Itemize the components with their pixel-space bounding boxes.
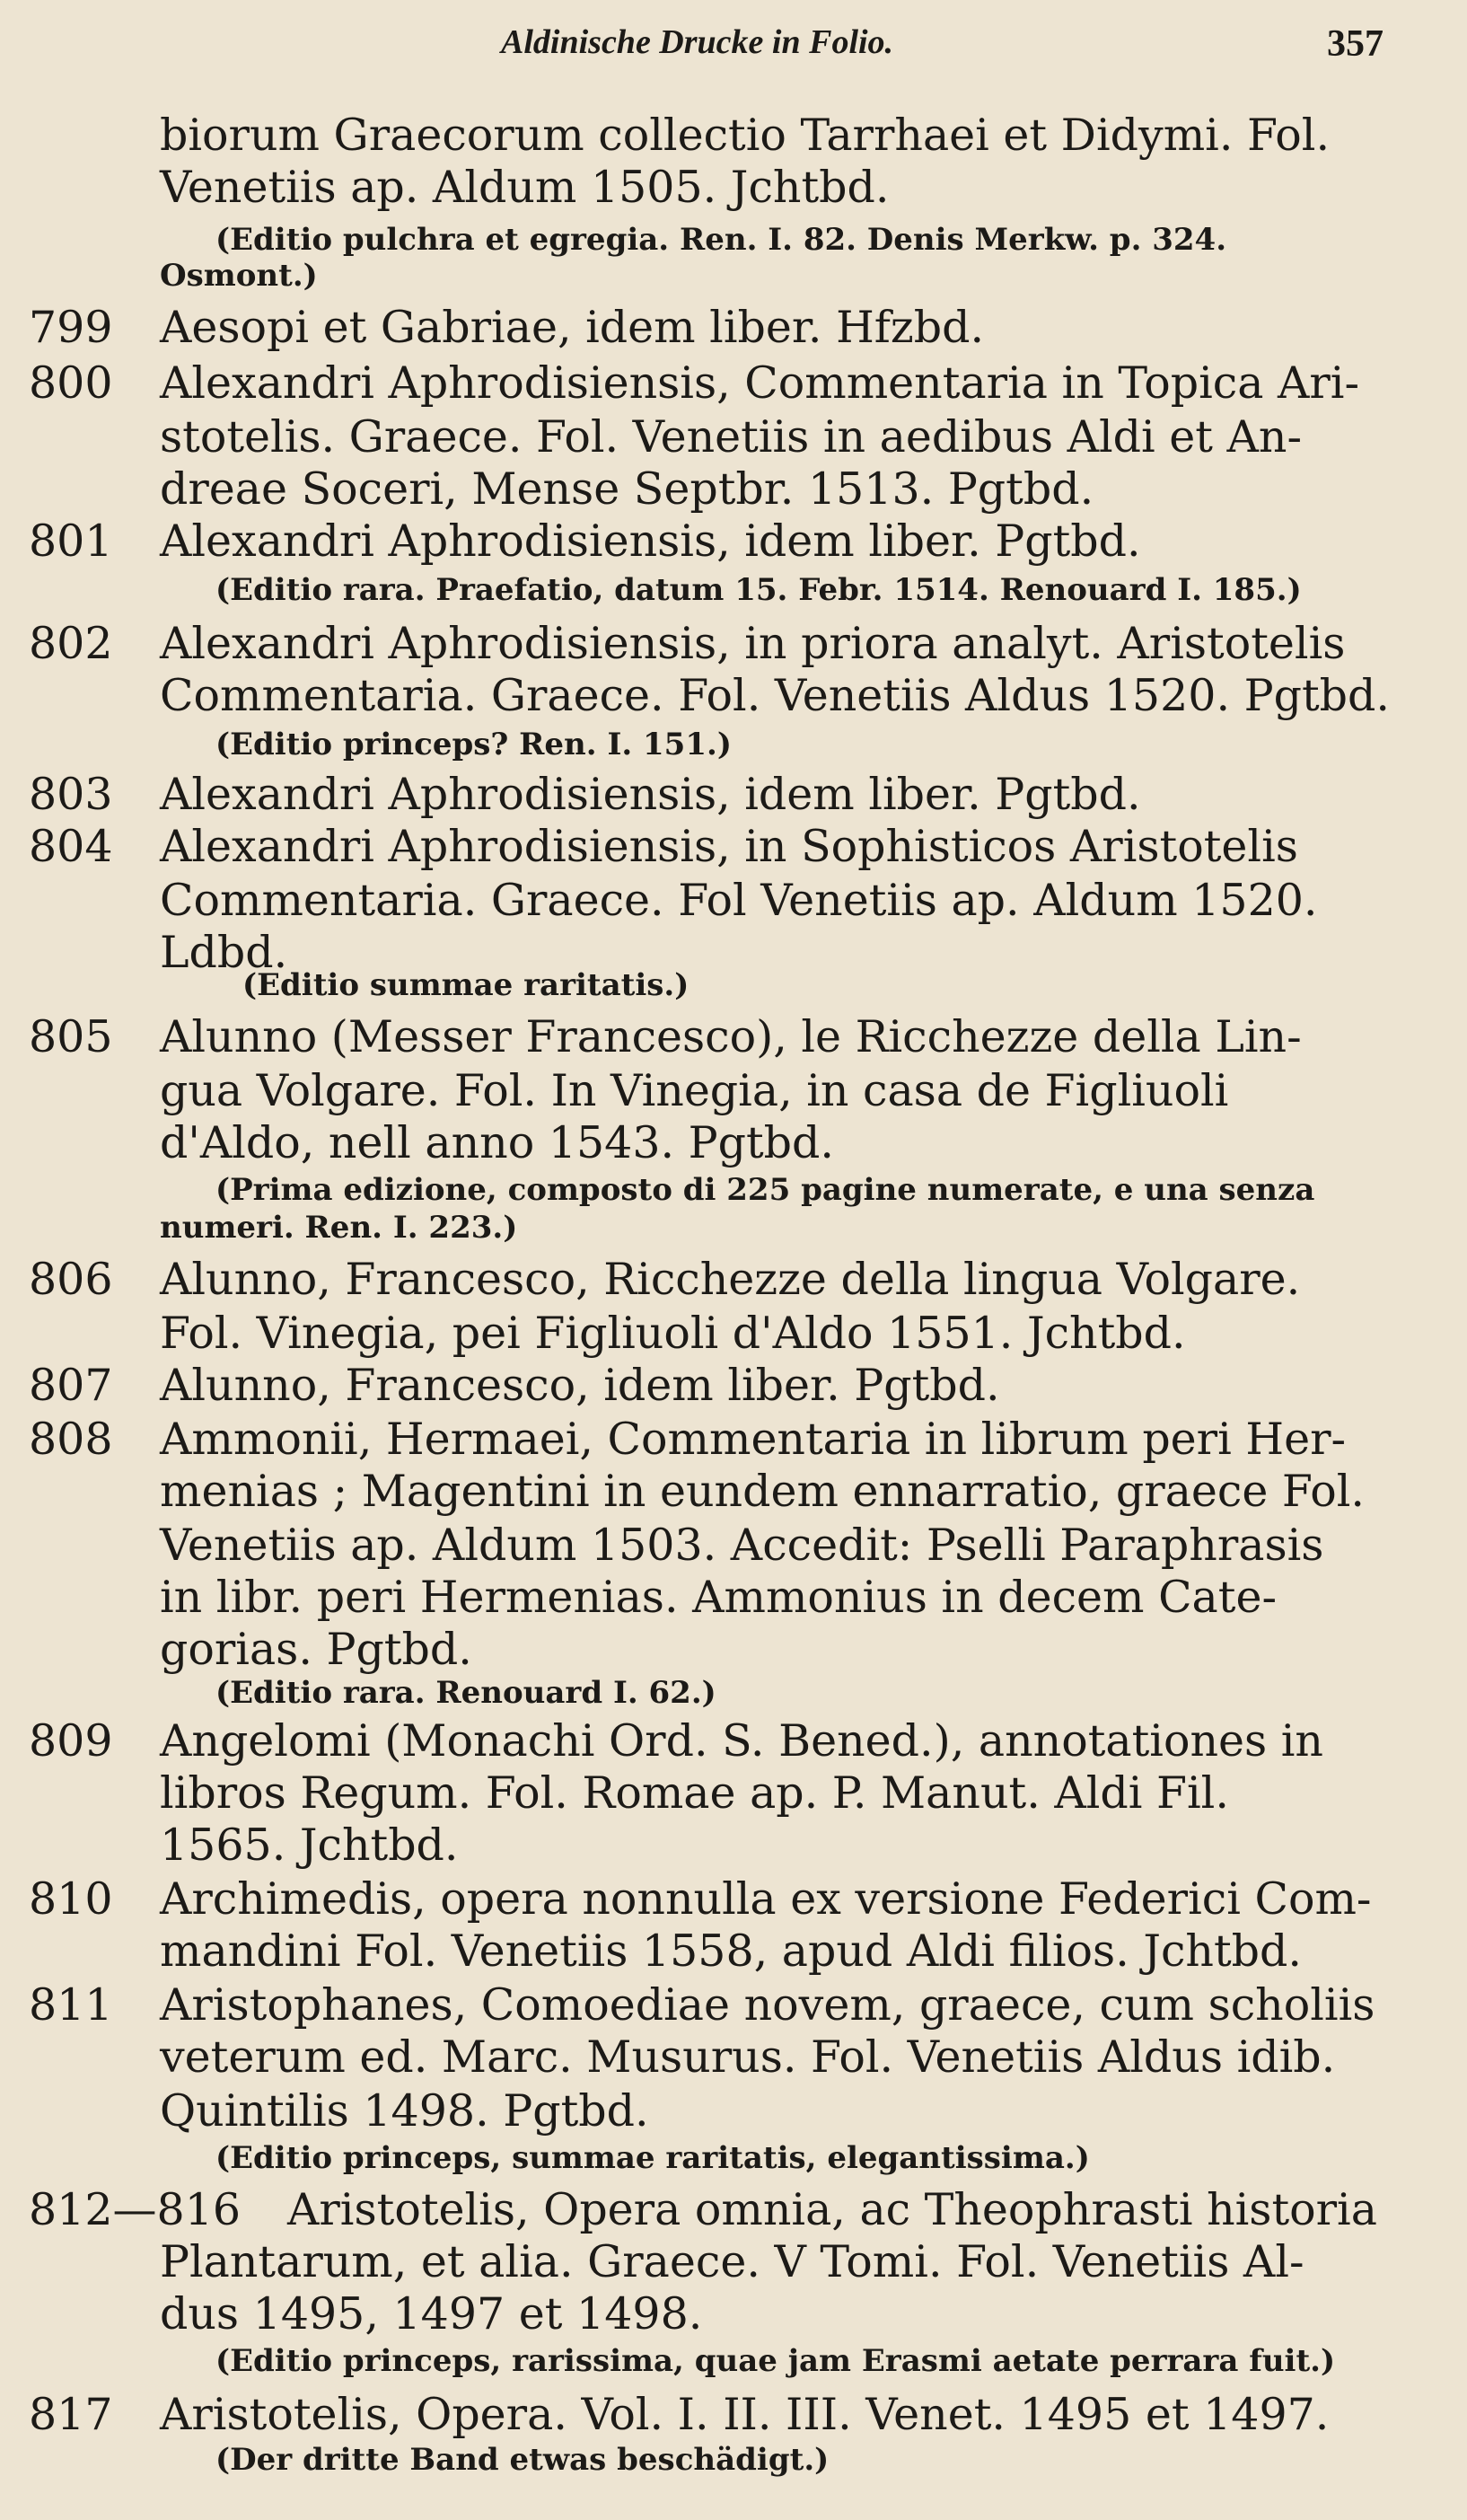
entry-number: 801 — [29, 515, 113, 567]
running-title: Aldinische Drucke in Folio. — [501, 23, 894, 61]
line-text: Ammonii, Hermaei, Commentaria in librum peri Her- — [160, 1414, 1347, 1465]
entry-number: 802 — [29, 618, 113, 669]
line-text: Aesopi et Gabriae, idem liber. Hfzbd. — [160, 302, 985, 353]
entry-number: 807 — [29, 1360, 113, 1411]
entry-number: 805 — [29, 1011, 113, 1062]
line-text: Alunno, Francesco, idem liber. Pgtbd. — [160, 1360, 1000, 1411]
entry-number: 811 — [29, 1979, 113, 2031]
note-text: numeri. Ren. I. 223.) — [160, 1210, 518, 1246]
note-text: (Editio princeps? Ren. I. 151.) — [215, 727, 732, 762]
note-text: (Editio rara. Praefatio, datum 15. Febr. 1514. Renouard I. 185.) — [215, 572, 1302, 608]
page-number: 357 — [1327, 23, 1384, 65]
line-text: biorum Graecorum collectio Tarrhaei et Didymi. Fol. — [160, 110, 1331, 161]
line-text: Angelomi (Monachi Ord. S. Bened.), annotationes in — [160, 1715, 1323, 1767]
line-text: menias ; Magentini in eundem ennarratio, graece Fol. — [160, 1466, 1365, 1517]
line-text: 1565. Jchtbd. — [160, 1820, 459, 1871]
note-text: (Editio princeps, summae raritatis, elegantissima.) — [215, 2140, 1090, 2176]
line-text: Aristotelis, Opera omnia, ac Theophrasti historia — [287, 2184, 1377, 2235]
line-text: Alexandri Aphrodisiensis, in priora analyt. Aristotelis — [160, 618, 1346, 669]
line-text: Commentaria. Graece. Fol. Venetiis Aldus 1520. Pgtbd. — [160, 670, 1390, 721]
line-text: in libr. peri Hermenias. Ammonius in decem Cate- — [160, 1572, 1278, 1623]
entry-number: 812—816 — [29, 2184, 242, 2235]
entry-number: 810 — [29, 1873, 113, 1925]
line-text: Aristophanes, Comoediae novem, graece, cum scholiis — [160, 1979, 1375, 2031]
line-text: veterum ed. Marc. Musurus. Fol. Venetiis Aldus idib. — [160, 2031, 1336, 2083]
line-text: Venetiis ap. Aldum 1503. Accedit: Pselli Paraphrasis — [160, 1520, 1324, 1571]
line-text: Aristotelis, Opera. Vol. I. II. III. Venet. 1495 et 1497. — [160, 2389, 1330, 2440]
line-text: Ldbd. — [160, 927, 288, 978]
note-text: (Editio summae raritatis.) — [242, 967, 690, 1003]
line-text: Venetiis ap. Aldum 1505. Jchtbd. — [160, 162, 890, 213]
note-text: (Editio pulchra et egregia. Ren. I. 82. Denis Merkw. p. 324. — [215, 222, 1227, 258]
line-text: stotelis. Graece. Fol. Venetiis in aedibus Aldi et An- — [160, 411, 1303, 463]
line-text: mandini Fol. Venetiis 1558, apud Aldi filios. Jchtbd. — [160, 1925, 1302, 1977]
line-text: Alexandri Aphrodisiensis, in Sophisticos Aristotelis — [160, 821, 1298, 872]
note-text: Osmont.) — [160, 258, 318, 294]
line-text: Alunno, Francesco, Ricchezze della lingua Volgare. — [160, 1254, 1301, 1305]
entry-number: 817 — [29, 2389, 113, 2440]
line-text: gorias. Pgtbd. — [160, 1624, 472, 1675]
line-text: Archimedis, opera nonnulla ex versione Federici Com- — [160, 1873, 1372, 1925]
entry-number: 800 — [29, 357, 113, 409]
line-text: dreae Soceri, Mense Septbr. 1513. Pgtbd. — [160, 463, 1094, 515]
line-text: Alunno (Messer Francesco), le Ricchezze della Lin- — [160, 1011, 1302, 1062]
line-text: Quintilis 1498. Pgtbd. — [160, 2085, 649, 2137]
line-text: Alexandri Aphrodisiensis, Commentaria in Topica Ari- — [160, 357, 1360, 409]
note-text: (Editio rara. Renouard I. 62.) — [215, 1675, 716, 1711]
entry-number: 803 — [29, 769, 113, 820]
entry-number: 808 — [29, 1414, 113, 1465]
line-text: Alexandri Aphrodisiensis, idem liber. Pgtbd. — [160, 769, 1141, 820]
line-text: Commentaria. Graece. Fol Venetiis ap. Aldum 1520. — [160, 875, 1318, 926]
note-text: (Der dritte Band etwas beschädigt.) — [215, 2442, 830, 2478]
entry-number: 809 — [29, 1715, 113, 1767]
entry-number: 806 — [29, 1254, 113, 1305]
entry-number: 804 — [29, 821, 113, 872]
note-text: (Prima edizione, composto di 225 pagine numerate, e una senza — [215, 1172, 1315, 1208]
entry-number: 799 — [29, 302, 113, 353]
line-text: libros Regum. Fol. Romae ap. P. Manut. Aldi Fil. — [160, 1767, 1229, 1819]
line-text: Alexandri Aphrodisiensis, idem liber. Pgtbd. — [160, 515, 1141, 567]
line-text: d'Aldo, nell anno 1543. Pgtbd. — [160, 1117, 834, 1168]
line-text: gua Volgare. Fol. In Vinegia, in casa de Figliuoli — [160, 1065, 1229, 1116]
note-text: (Editio princeps, rarissima, quae jam Erasmi aetate perrara fuit.) — [215, 2343, 1336, 2379]
line-text: Fol. Vinegia, pei Figliuoli d'Aldo 1551. Jchtbd. — [160, 1308, 1186, 1359]
line-text: Plantarum, et alia. Graece. V Tomi. Fol. Venetiis Al- — [160, 2236, 1304, 2287]
line-text: dus 1495, 1497 et 1498. — [160, 2288, 703, 2339]
